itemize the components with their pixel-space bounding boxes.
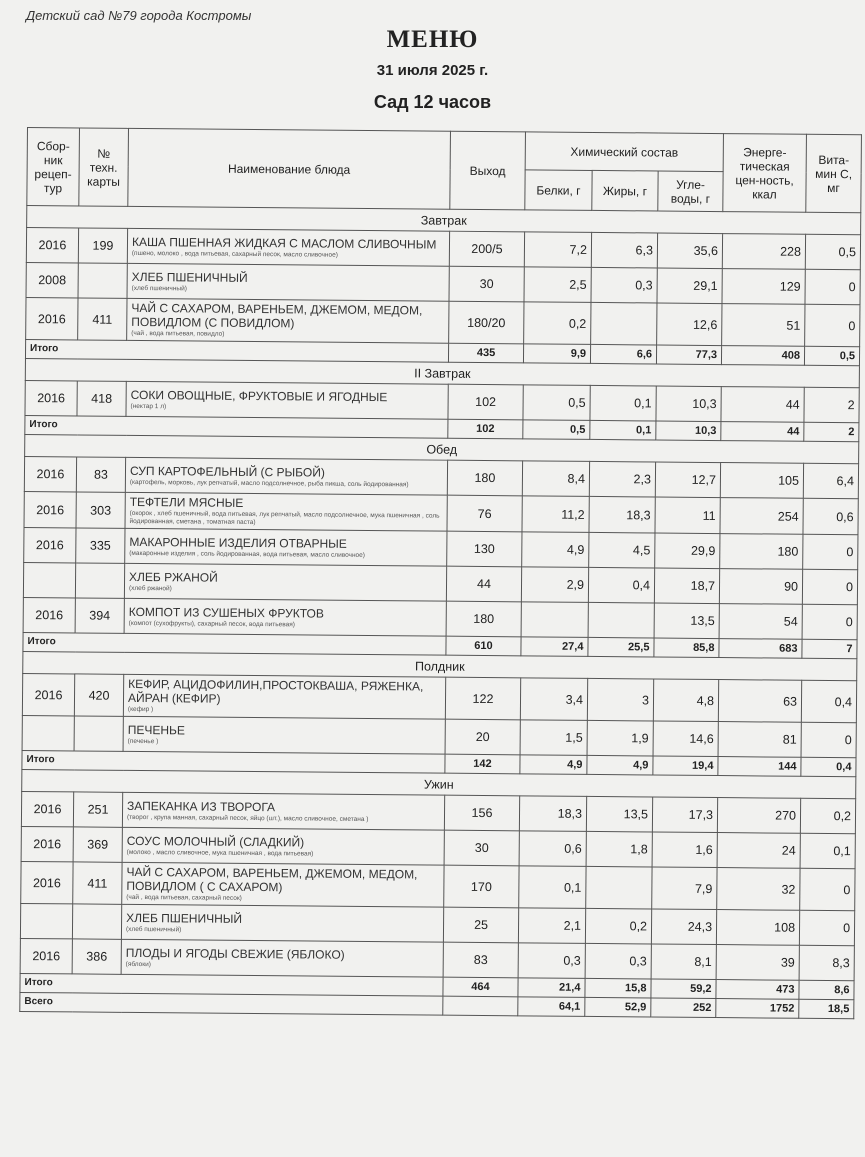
dish-card: [78, 263, 127, 298]
dish-carbs: 29,1: [657, 268, 722, 304]
dish-ingredients: (компот (сухофрукты), сахарный песок, вода питьевая): [128, 619, 295, 628]
grand-total-energy: 1752: [716, 999, 799, 1019]
total-proteins: 4,9: [520, 755, 587, 775]
menu-date: 31 июля 2025 г.: [376, 62, 489, 79]
dish-ingredients: (картофель, морковь, лук репчатый, масло подсолнечное, рыба пикша, соль йодированная): [129, 478, 409, 488]
dish-energy: 129: [722, 269, 805, 305]
dish-name: СОУС МОЛОЧНЫЙ (СЛАДКИЙ): [126, 833, 305, 849]
dish-name: ПЛОДЫ И ЯГОДЫ СВЕЖИЕ (ЯБЛОКО): [125, 945, 345, 962]
dish-name: ХЛЕБ РЖАНОЙ: [129, 569, 218, 585]
dish-cell: [127, 298, 449, 343]
dish-name: ЧАЙ С САХАРОМ, ВАРЕНЬЕМ, ДЖЕМОМ, МЕДОМ, ПОВИДЛОМ (С ПОВИДЛОМ): [131, 300, 423, 331]
grand-total-output: [443, 996, 518, 1016]
total-proteins: 0,5: [523, 420, 590, 440]
dish-proteins: 0,1: [519, 866, 586, 909]
dish-carbs: 13,5: [654, 603, 719, 639]
total-fats: 25,5: [588, 637, 654, 657]
dish-energy: 228: [722, 234, 805, 270]
grand-total-vitamin: 18,5: [799, 999, 854, 1018]
col-fats: Жиры, г: [592, 170, 658, 211]
total-fats: 15,8: [585, 978, 651, 998]
dish-energy: 51: [722, 304, 805, 347]
dish-name: СУП КАРТОФЕЛЬНЫЙ (С РЫБОЙ): [129, 463, 325, 480]
col-dish: Наименование блюда: [128, 128, 451, 209]
dish-collection: 2016: [22, 673, 74, 715]
dish-output: 156: [444, 795, 519, 831]
organization-name: Детский сад №79 города Костромы: [26, 8, 252, 23]
dish-vitamin: 0: [802, 604, 857, 639]
dish-ingredients: (пшено, молоко , вода питьевая, сахарный песок, масло сливочное): [131, 249, 338, 259]
dish-name: СОКИ ОВОЩНЫЕ, ФРУКТОВЫЕ И ЯГОДНЫЕ: [130, 387, 388, 404]
dish-name: МАКАРОННЫЕ ИЗДЕЛИЯ ОТВАРНЫЕ: [129, 534, 347, 551]
total-energy: 144: [718, 757, 801, 777]
dish-proteins: 2,5: [524, 267, 591, 303]
dish-name: ХЛЕБ ПШЕНИЧНЫЙ: [126, 910, 243, 926]
dish-vitamin: 6,4: [803, 463, 858, 498]
col-output: Выход: [450, 131, 526, 210]
dish-proteins: 18,3: [519, 796, 586, 832]
dish-cell: [122, 862, 444, 907]
dish-vitamin: 0,2: [800, 798, 855, 833]
dish-vitamin: 0,4: [801, 680, 856, 722]
dish-cell: [122, 827, 444, 865]
dish-carbs: 11: [655, 497, 720, 534]
dish-card: [74, 716, 123, 751]
dish-proteins: [521, 602, 588, 638]
dish-card: 83: [76, 457, 125, 492]
total-carbs: 59,2: [651, 979, 716, 999]
dish-cell: [125, 457, 447, 495]
dish-collection: 2016: [21, 791, 73, 826]
dish-fats: 6,3: [591, 232, 657, 268]
dish-output: 30: [449, 266, 524, 302]
dish-output: 102: [448, 384, 523, 420]
dish-vitamin: 0: [805, 269, 860, 304]
dish-ingredients: (чай , вода питьевая, сахарный песок): [126, 893, 242, 902]
dish-ingredients: (хлеб пшеничный): [125, 925, 182, 933]
dish-row: [21, 861, 855, 910]
dish-carbs: 12,7: [655, 462, 720, 498]
dish-output: 122: [445, 677, 520, 720]
dish-fats: [588, 602, 654, 638]
total-carbs: 77,3: [656, 345, 721, 365]
dish-proteins: 0,6: [519, 831, 586, 867]
dish-vitamin: 0: [799, 910, 854, 945]
dish-output: 130: [447, 531, 522, 567]
dish-fats: [586, 866, 652, 909]
dish-collection: 2016: [24, 527, 76, 562]
dish-cell: [127, 228, 449, 266]
dish-name: ПЕЧЕНЬЕ: [127, 722, 185, 737]
dish-collection: [20, 903, 72, 938]
dish-ingredients: (хлеб пшеничный): [131, 284, 187, 292]
dish-carbs: 10,3: [656, 386, 721, 422]
total-carbs: 19,4: [653, 756, 718, 776]
dish-carbs: 29,9: [655, 533, 720, 569]
dish-output: 83: [443, 942, 518, 978]
dish-output: 200/5: [449, 231, 524, 267]
dish-name: КАША ПШЕННАЯ ЖИДКАЯ С МАСЛОМ СЛИВОЧНЫМ: [131, 234, 437, 252]
dish-proteins: 0,3: [518, 943, 585, 979]
dish-proteins: 8,4: [522, 461, 589, 497]
dish-fats: 13,5: [586, 796, 652, 832]
dish-ingredients: (молоко , масло сливочное, мука пшеничная , вода питьевая): [126, 848, 314, 858]
dish-proteins: 2,1: [518, 908, 585, 944]
dish-collection: 2016: [25, 380, 77, 415]
dish-fats: 0,3: [591, 267, 657, 303]
col-chem: Химический состав: [525, 132, 723, 172]
dish-proteins: 4,9: [522, 532, 589, 568]
grand-total-carbs: 252: [651, 998, 716, 1018]
dish-collection: 2016: [24, 491, 76, 527]
dish-energy: 90: [719, 569, 802, 605]
dish-card: [72, 904, 121, 939]
total-energy: 408: [721, 346, 804, 366]
dish-energy: 54: [719, 604, 802, 640]
dish-name: КЕФИР, АЦИДОФИЛИН,ПРОСТОКВАША, РЯЖЕНКА, АЙРАН (КЕФИР): [127, 676, 424, 706]
dish-energy: 32: [717, 868, 800, 911]
dish-fats: 0,4: [588, 567, 654, 603]
section-title: Обед: [25, 434, 859, 463]
dish-row: [22, 673, 856, 722]
dish-collection: 2008: [26, 262, 78, 297]
section-title: Ужин: [22, 769, 856, 798]
dish-energy: 44: [721, 387, 804, 423]
dish-name: ЧАЙ С САХАРОМ, ВАРЕНЬЕМ, ДЖЕМОМ, МЕДОМ, ПОВИДЛОМ ( С САХАРОМ): [126, 864, 418, 895]
dish-name: ТЕФТЕЛИ МЯСНЫЕ: [129, 494, 244, 510]
dish-card: 251: [73, 792, 122, 827]
total-label: Итого: [25, 339, 448, 362]
total-label: Итого: [23, 632, 446, 655]
dish-output: 30: [444, 830, 519, 866]
total-energy: 473: [716, 980, 799, 1000]
dish-cell: [127, 263, 449, 301]
dish-cell: [121, 939, 443, 977]
dish-output: 25: [443, 907, 518, 943]
total-proteins: 21,4: [518, 978, 585, 998]
dish-proteins: 0,5: [523, 385, 590, 421]
dish-cell: [125, 492, 447, 531]
col-proteins: Белки, г: [525, 170, 592, 211]
total-carbs: 85,8: [654, 638, 719, 658]
total-label: Итого: [25, 415, 448, 438]
dish-ingredients: (чай , вода питьевая, повидло): [131, 329, 225, 338]
dish-output: 180/20: [449, 301, 524, 344]
section-title: Полдник: [23, 651, 857, 680]
dish-collection: 2016: [20, 938, 72, 973]
dish-carbs: 17,3: [652, 797, 717, 833]
dish-row: [26, 297, 860, 346]
dish-ingredients: (яблоки): [125, 960, 151, 968]
dish-output: 180: [446, 601, 521, 637]
total-vitamin: 7: [802, 639, 857, 658]
dish-card: 411: [73, 862, 122, 904]
dish-carbs: 24,3: [651, 909, 716, 945]
total-energy: 44: [721, 422, 804, 442]
dish-carbs: 18,7: [654, 568, 719, 604]
dish-vitamin: 0: [801, 722, 856, 757]
grand-total-proteins: 64,1: [518, 997, 585, 1017]
dish-card: 420: [74, 674, 123, 716]
dish-cell: [125, 528, 447, 566]
dish-card: [75, 563, 124, 598]
dish-cell: [124, 563, 446, 601]
total-output: 435: [448, 343, 523, 363]
dish-card: 199: [78, 228, 127, 263]
dish-vitamin: 0: [805, 304, 860, 346]
dish-vitamin: 0,5: [805, 234, 860, 269]
dish-collection: 2016: [21, 826, 73, 861]
dish-energy: 254: [720, 498, 803, 535]
dish-carbs: 14,6: [653, 721, 718, 757]
grand-total-fats: 52,9: [585, 997, 651, 1017]
dish-output: 170: [444, 865, 519, 908]
dish-energy: 105: [720, 463, 803, 499]
dish-carbs: 4,8: [653, 679, 718, 722]
col-carbs: Угле-воды, г: [658, 171, 723, 212]
menu-table: [19, 127, 862, 1019]
dish-carbs: 8,1: [651, 944, 716, 980]
dish-cell: [124, 598, 446, 636]
dish-collection: 2016: [23, 597, 75, 632]
dish-proteins: 1,5: [520, 720, 587, 756]
dish-energy: 63: [718, 680, 801, 723]
col-collection: Сбор-ник рецеп-тур: [27, 128, 80, 206]
dish-vitamin: 8,3: [799, 945, 854, 980]
dish-collection: 2016: [24, 456, 76, 491]
dish-cell: [126, 381, 448, 419]
col-energy: Энерге-тическая цен-ность, ккал: [723, 134, 807, 213]
dish-ingredients: (печенье ): [127, 737, 159, 745]
dish-energy: 108: [716, 910, 799, 946]
dish-proteins: 3,4: [520, 678, 587, 721]
dish-name: ЗАПЕКАНКА ИЗ ТВОРОГА: [127, 798, 276, 814]
dish-fats: 0,1: [590, 385, 656, 421]
total-vitamin: 8,6: [799, 980, 854, 999]
total-proteins: 27,4: [521, 637, 588, 657]
dish-card: 386: [72, 939, 121, 974]
dish-card: 394: [75, 598, 124, 633]
dish-name: ХЛЕБ ПШЕНИЧНЫЙ: [131, 269, 248, 285]
dish-cell: [123, 674, 445, 719]
col-tech-card: № техн. карты: [79, 128, 129, 206]
dish-output: 76: [447, 495, 522, 532]
dish-vitamin: 0,1: [800, 833, 855, 868]
total-output: 142: [445, 754, 520, 774]
dish-cell: [122, 792, 444, 830]
dish-cell: [121, 904, 443, 942]
dish-fats: 0,3: [585, 943, 651, 979]
dish-fats: 1,8: [586, 831, 652, 867]
dish-proteins: 11,2: [522, 496, 589, 533]
dish-card: 369: [73, 827, 122, 862]
total-vitamin: 2: [804, 422, 859, 441]
dish-carbs: 7,9: [652, 867, 717, 910]
dish-card: 303: [76, 492, 125, 528]
total-output: 102: [448, 419, 523, 439]
dish-fats: 3: [587, 678, 653, 721]
dish-output: 44: [446, 566, 521, 602]
dish-vitamin: 0,6: [803, 498, 858, 534]
dish-vitamin: 2: [804, 387, 859, 422]
dish-ingredients: (окорок , хлеб пшеничный, вода питьевая, лук репчатый, масло подсолнечное, мука пшеничная , соль йодированная, сметана , томатная паста): [129, 509, 440, 527]
dish-carbs: 12,6: [657, 303, 722, 346]
dish-vitamin: 0: [800, 868, 855, 910]
dish-card: 411: [78, 298, 127, 340]
col-vitamin: Вита-мин С, мг: [806, 134, 862, 212]
dish-card: 418: [77, 381, 126, 416]
dish-ingredients: (хлеб ржаной): [128, 584, 172, 592]
dish-proteins: 2,9: [521, 567, 588, 603]
section-title: Завтрак: [27, 206, 861, 235]
dish-ingredients: (нектар 1 л): [130, 402, 167, 410]
dish-vitamin: 0: [802, 569, 857, 604]
dish-output: 180: [447, 460, 522, 496]
menu-body: [20, 206, 861, 1019]
total-energy: 683: [719, 639, 802, 659]
total-carbs: 10,3: [656, 421, 721, 441]
dish-ingredients: (творог , крупа манная, сахарный песок, яйцо (шт.), масло сливочное, сметана ): [126, 813, 369, 823]
total-vitamin: 0,5: [804, 346, 859, 365]
dish-carbs: 1,6: [652, 832, 717, 868]
total-fats: 0,1: [590, 420, 656, 440]
total-output: 464: [443, 977, 518, 997]
total-output: 610: [446, 636, 521, 656]
dish-carbs: 35,6: [657, 233, 722, 269]
dish-cell: [123, 716, 445, 754]
dish-ingredients: (кефир ): [127, 705, 154, 714]
dish-ingredients: (макаронные изделия , соль йодированная, вода питьевая, масло сливочное): [129, 549, 365, 559]
dish-collection: [22, 715, 74, 750]
dish-energy: 270: [717, 798, 800, 834]
dish-name: КОМПОТ ИЗ СУШЕНЫХ ФРУКТОВ: [128, 604, 324, 621]
dish-proteins: 0,2: [524, 302, 591, 345]
dish-output: 20: [445, 719, 520, 755]
dish-collection: 2016: [21, 861, 73, 903]
dish-collection: [23, 562, 75, 597]
dish-energy: 24: [717, 833, 800, 869]
dish-vitamin: 0: [803, 534, 858, 569]
dish-energy: 81: [718, 722, 801, 758]
dish-fats: 18,3: [589, 496, 655, 533]
dish-proteins: 7,2: [524, 232, 591, 268]
dish-fats: 1,9: [587, 720, 653, 756]
section-title: II Завтрак: [25, 358, 859, 387]
dish-fats: 0,2: [585, 908, 651, 944]
dish-collection: 2016: [26, 228, 78, 263]
total-label: Итого: [22, 750, 445, 773]
grand-total-label: Всего: [20, 992, 443, 1015]
total-label: Итого: [20, 973, 443, 996]
total-fats: 4,9: [587, 755, 653, 775]
menu-subtitle: Сад 12 часов: [373, 92, 492, 112]
page-title: МЕНЮ: [386, 26, 479, 53]
dish-fats: [591, 302, 657, 345]
dish-fats: 2,3: [589, 461, 655, 497]
dish-card: 335: [76, 528, 125, 563]
dish-energy: 180: [720, 534, 803, 570]
total-proteins: 9,9: [523, 344, 590, 364]
dish-energy: 39: [716, 945, 799, 981]
total-fats: 6,6: [590, 344, 656, 364]
dish-collection: 2016: [26, 297, 78, 339]
dish-fats: 4,5: [589, 532, 655, 568]
total-vitamin: 0,4: [801, 757, 856, 776]
